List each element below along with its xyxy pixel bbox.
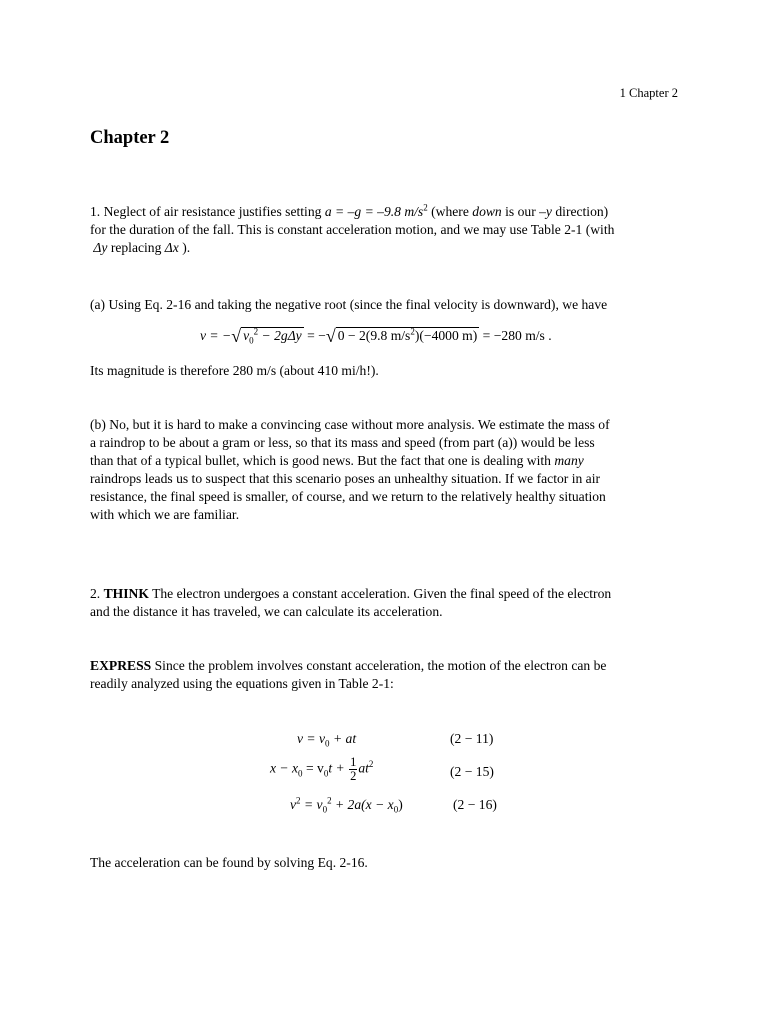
part-a-equation: v = −√ $v_0^2 - 2g\Delta y$ = −√ 0 − 2(9.8 $m/s^2)(-4000$ m) = −280 m/s .	[200, 326, 552, 346]
chapter-title: Chapter 2	[90, 128, 170, 148]
express-label: EXPRESS	[90, 658, 152, 673]
problem-1-intro	[90, 203, 680, 257]
p1-line-2: for the duration of the fall. This is constant acceleration motion, and we may use Table 2-1 (with	[90, 222, 615, 237]
running-head: 1 Chapter 2	[619, 86, 678, 100]
closing-text: The acceleration can be found by solving Eq. 2-16.	[90, 855, 368, 870]
part-a-text: (a) Using Eq. 2-16 and taking the negative root (since the final velocity is downward), we have	[90, 297, 608, 312]
equation-2-16: $v^2 = v_0^2 + 2a(x - x_0)$	[290, 795, 403, 815]
equation-2-11-tag: (2 − 11)	[450, 731, 494, 746]
equation-2-16-tag: (2 − 16)	[453, 797, 497, 812]
problem-2-express: EXPRESS Since the problem involves constant acceleration, the motion of the electron can be readily analyzed using the equations given in Table 2-1:	[90, 658, 607, 691]
part-a-result: Its magnitude is therefore 280 m/s (about 410 mi/h!).	[90, 363, 379, 378]
equation-2-15-tag: (2 − 15)	[450, 764, 494, 779]
p1-line-1: 1. Neglect of air resistance justifies setting a = –g = –9.8 $m/s^2$ (where down is our –y direction)	[90, 202, 609, 219]
accel-expression: a = –g = –9.8 m/s	[324, 204, 424, 219]
equation-2-15: $x - x_0 = v_0t$ + $\frac{1}{2}$ $at^2$	[270, 755, 374, 783]
problem-2-think: 2. THINK The electron undergoes a constant acceleration. Given the final speed of the electron and the distance it has traveled, we can calculate its acceleration.	[90, 586, 612, 619]
p1-line-3: Δy replacing Δx ).	[93, 240, 191, 255]
think-label: THINK	[103, 586, 149, 601]
equation-2-11: $v = v_0$ + at	[297, 731, 357, 749]
part-b-text: (b) No, but it is hard to make a convincing case without more analysis. We estimate the mass of a raindrop to be about a gram or less, so that its mass and speed (from part (a)) would be less than that of a typical bullet, which is good news. But the fact that one is dealing with many raindrops leads us to suspect that this scenario poses an unhealthy situation. If we factor in air resistance, the final speed is smaller, of course, and we return to the relatively healthy situation with which we are familiar.	[90, 417, 610, 522]
